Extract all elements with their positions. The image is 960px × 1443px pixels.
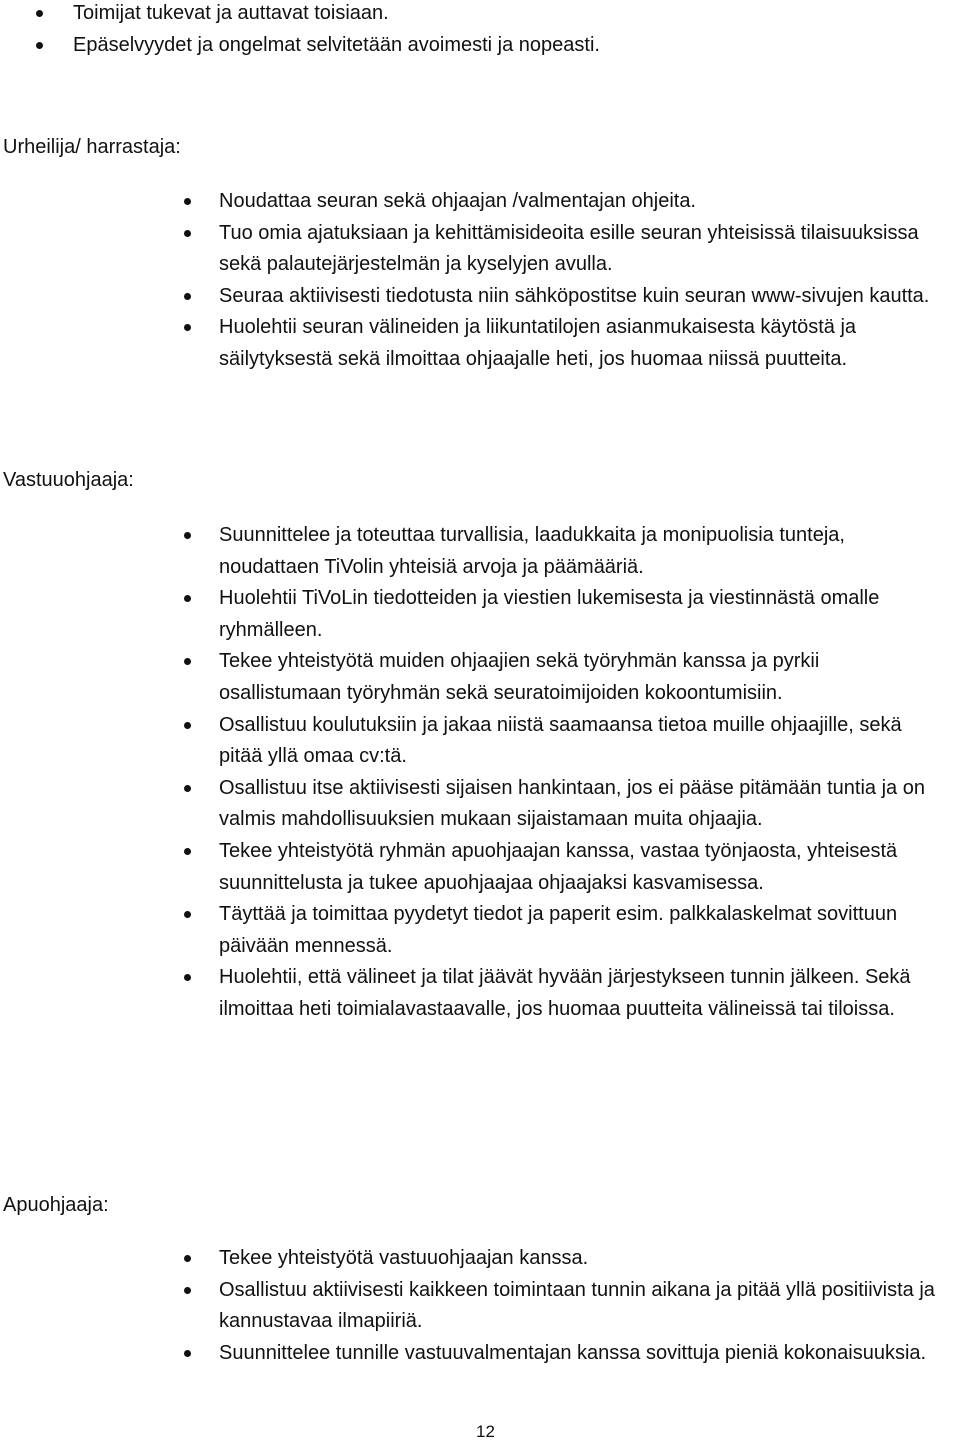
list-item: Huolehtii, että välineet ja tilat jäävät hyvään järjestykseen tunnin jälkeen. Sekä ilmoittaa heti toimialavastaavalle, jos huomaa puutteita välineissä tai tiloissa. bbox=[0, 962, 960, 1025]
top-bullet-list bbox=[0, 0, 960, 61]
list-item: Tuo omia ajatuksiaan ja kehittämisideoita esille seuran yhteisissä tilaisuuksissa sekä palautejärjestelmän ja kyselyjen avulla. bbox=[0, 218, 960, 281]
list-item: Huolehtii seuran välineiden ja liikuntatilojen asianmukaisesta käytöstä ja säilytyksestä sekä ilmoittaa ohjaajalle heti, jos huomaa niissä puutteita. bbox=[0, 312, 960, 375]
list-item: Osallistuu koulutuksiin ja jakaa niistä saamaansa tietoa muille ohjaajille, sekä pitää yllä omaa cv:tä. bbox=[0, 710, 960, 773]
list-item: Epäselvyydet ja ongelmat selvitetään avoimesti ja nopeasti. bbox=[0, 30, 960, 62]
assistant-heading: Apuohjaaja: bbox=[3, 1194, 109, 1216]
head-coach-bullet-list bbox=[0, 520, 960, 1026]
list-item: Huolehtii TiVoLin tiedotteiden ja viestien lukemisesta ja viestinnästä omalle ryhmälleen. bbox=[0, 583, 960, 646]
head-coach-heading: Vastuuohjaaja: bbox=[3, 469, 134, 491]
assistant-bullet-list bbox=[0, 1243, 960, 1369]
list-item: Tekee yhteistyötä ryhmän apuohjaajan kanssa, vastaa työnjaosta, yhteisestä suunnittelusta ja tukee apuohjaajaa ohjaajaksi kasvamisessa. bbox=[0, 836, 960, 899]
list-item: Noudattaa seuran sekä ohjaajan /valmentajan ohjeita. bbox=[0, 186, 960, 218]
list-item: Tekee yhteistyötä vastuuohjaajan kanssa. bbox=[0, 1243, 960, 1275]
assistant-section bbox=[0, 1243, 960, 1369]
list-item: Osallistuu itse aktiivisesti sijaisen hankintaan, jos ei pääse pitämään tuntia ja on valmis mahdollisuuksien mukaan sijaistamaan muita ohjaajia. bbox=[0, 773, 960, 836]
list-item: Suunnittelee tunnille vastuuvalmentajan kanssa sovittuja pieniä kokonaisuuksia. bbox=[0, 1338, 960, 1370]
list-item: Toimijat tukevat ja auttavat toisiaan. bbox=[0, 0, 960, 30]
list-item: Suunnittelee ja toteuttaa turvallisia, laadukkaita ja monipuolisia tunteja, noudattaen TiVolin yhteisiä arvoja ja päämääriä. bbox=[0, 520, 960, 583]
list-item: Täyttää ja toimittaa pyydetyt tiedot ja paperit esim. palkkalaskelmat sovittuun päivään mennessä. bbox=[0, 899, 960, 962]
top-list-section bbox=[0, 0, 960, 61]
athlete-heading: Urheilija/ harrastaja: bbox=[3, 136, 181, 158]
athlete-section bbox=[0, 186, 960, 376]
head-coach-section bbox=[0, 520, 960, 1026]
page-number: 12 bbox=[476, 1422, 495, 1441]
athlete-bullet-list bbox=[0, 186, 960, 376]
list-item: Tekee yhteistyötä muiden ohjaajien sekä työryhmän kanssa ja pyrkii osallistumaan työryhmän sekä seuratoimijoiden kokoontumisiin. bbox=[0, 646, 960, 709]
list-item: Osallistuu aktiivisesti kaikkeen toimintaan tunnin aikana ja pitää yllä positiivista ja kannustavaa ilmapiiriä. bbox=[0, 1275, 960, 1338]
list-item: Seuraa aktiivisesti tiedotusta niin sähköpostitse kuin seuran www-sivujen kautta. bbox=[0, 281, 960, 313]
